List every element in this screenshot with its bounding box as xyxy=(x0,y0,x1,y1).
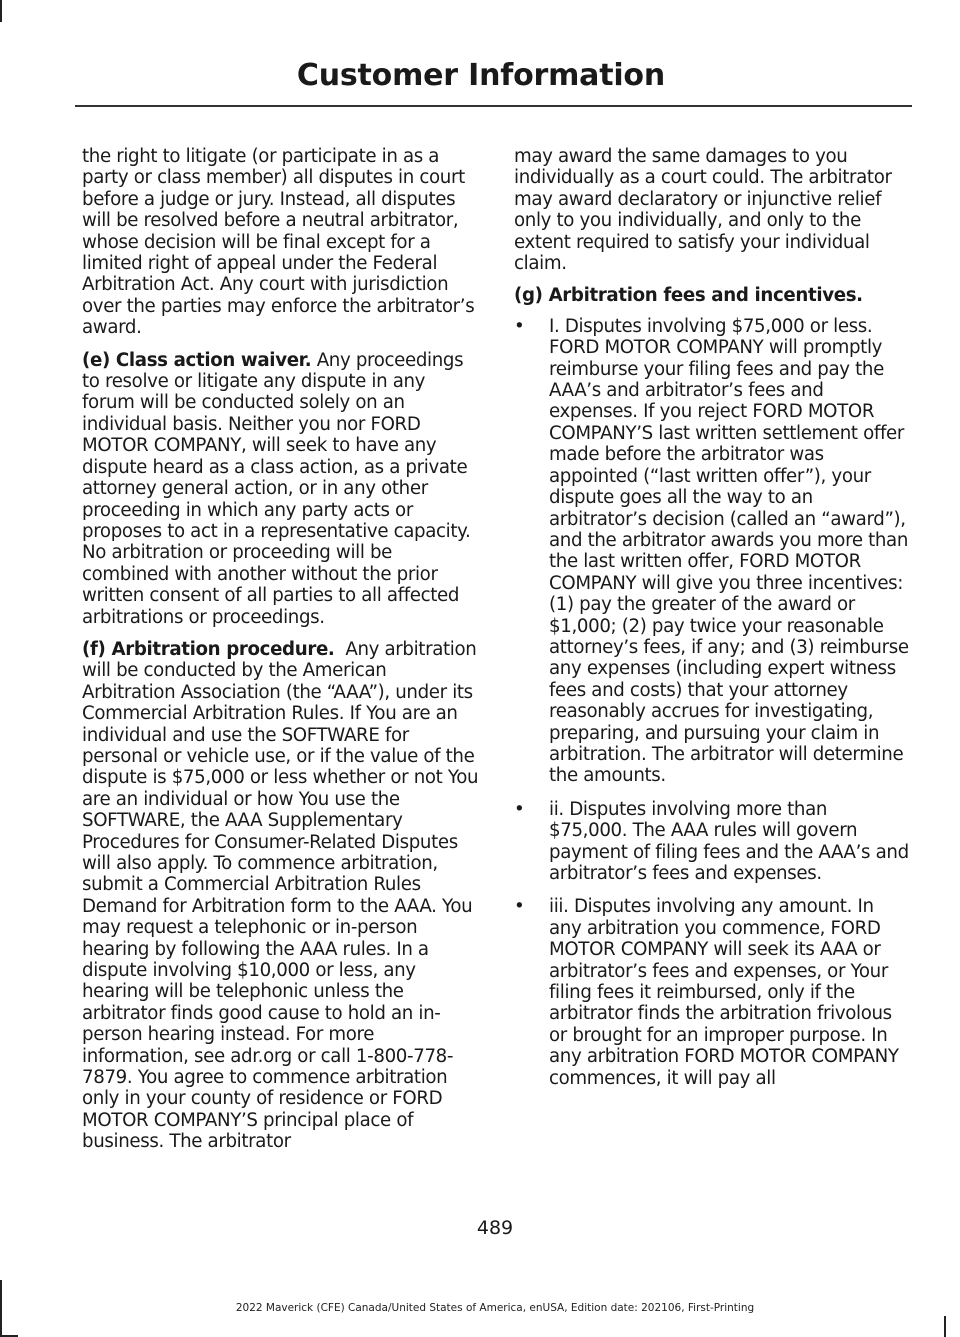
section-e-heading: (e) Class action waiver. xyxy=(82,349,312,371)
left-column xyxy=(82,146,479,1164)
list-item: • I. Disputes involving $75,000 or less. FORD MOTOR COMPANY will promptly reimburse your filing fees and pay the AAA’s and arbitrator’s fees and expenses. If you reject FORD MOTOR COMPANY’S last written settlement offer made before the arbitrator was appointed (“last written offer”), your dispute goes all the way to an arbitrator’s decision (called an “award”), and the arbitrator awards you more than the last written offer, FORD MOTOR COMPANY will give you three incentives: (1) pay the greater of the award or $1,000; (2) pay twice your reasonable attorney’s fees, if any; and (3) reimburse any expenses (including expert witness fees and costs) that your attorney reasonably accrues for investigating, preparing, and pursuing your claim in arbitration. The arbitrator will determine the amounts. xyxy=(514,315,909,787)
page-title: Customer Information xyxy=(296,58,665,93)
list-item: • iii. Disputes involving any amount. In any arbitration you commence, FORD MOTOR COMPANY will seek its AAA or arbitrator’s fees and expenses, or Your filing fees it reimbursed, only if the arbitrator finds the arbitration frivolous or brought for an improper purpose. In any arbitration FORD MOTOR COMPANY commences, it will pay all xyxy=(514,896,899,1089)
fees-list xyxy=(514,316,910,1089)
section-f-body: Any arbitration will be conducted by the American Arbitration Association (the “AAA”), under its Commercial Arbitration Rules. If You are an individual and use the SOFTWARE for personal or vehicle use, or if the value of the dispute is $75,000 or less whether or not You are an individual or how You use the SOFTWARE, the AAA Supplementary Procedures for Consumer-Related Disputes will also apply. To commence arbitration, submit a Commercial Arbitration Rules Demand for Arbitration form to the AAA. You may request a telephonic or in-person hearing by following the AAA rules. In a dispute involving $10,000 or less, any hearing will be telephonic unless the arbitrator finds good cause to hold an in-person hearing instead. For more information, see adr.org or call 1-800-778-7879. You agree to commence arbitration only in your county of residence or FORD MOTOR COMPANY’S principal place of business. The arbitrator xyxy=(82,638,479,1153)
page-number: 489 xyxy=(476,1217,514,1239)
crop-mark-bottom-right xyxy=(944,1316,946,1337)
intro-paragraph: the right to litigate (or participate in as a party or class member) all disputes in court before a judge or jury. Instead, all disputes will be resolved before a neutral arbitrator, whose decision will be final except for a limited right of appeal under the Federal Arbitration Act. Any court with jurisdiction over the parties may enforce the arbitrator’s award. xyxy=(82,146,475,339)
section-e-body: Any proceedings to resolve or litigate any dispute in any forum will be conducted solely on an individual basis. Neither you nor FORD MOTOR COMPANY, will seek to have any dispute heard as a class action, as a private attorney general action, or in any other proceeding in which any party acts or proposes to act in a representative capacity. No arbitration or proceeding will be combined with another without the prior written consent of all parties to all affected arbitrations or proceedings. xyxy=(82,349,471,628)
section-f-paragraph xyxy=(82,639,479,1153)
bullet-icon: • xyxy=(514,798,525,820)
continuation-paragraph: may award the same damages to you individually as a court could. The arbitrator may award declaratory or injunctive relief only to you individually, and only to the extent required to satisfy your individual claim. xyxy=(514,146,892,275)
footer-edition-info: 2022 Maverick (CFE) Canada/United States of America, enUSA, Edition date: 202106, First-Printing xyxy=(235,1302,755,1314)
right-column xyxy=(514,146,910,1101)
header-divider xyxy=(75,105,912,107)
section-g-heading: (g) Arbitration fees and incentives. xyxy=(514,285,863,307)
list-item: • ii. Disputes involving more than $75,000. The AAA rules will govern payment of filing fees and the AAA’s and arbitrator’s fees and expenses. xyxy=(514,798,909,884)
crop-mark-top-left xyxy=(0,0,2,22)
bullet-icon: • xyxy=(514,315,525,337)
section-f-heading: (f) Arbitration procedure. xyxy=(82,638,335,660)
section-e-paragraph xyxy=(82,350,479,628)
bullet-icon: • xyxy=(514,896,525,918)
